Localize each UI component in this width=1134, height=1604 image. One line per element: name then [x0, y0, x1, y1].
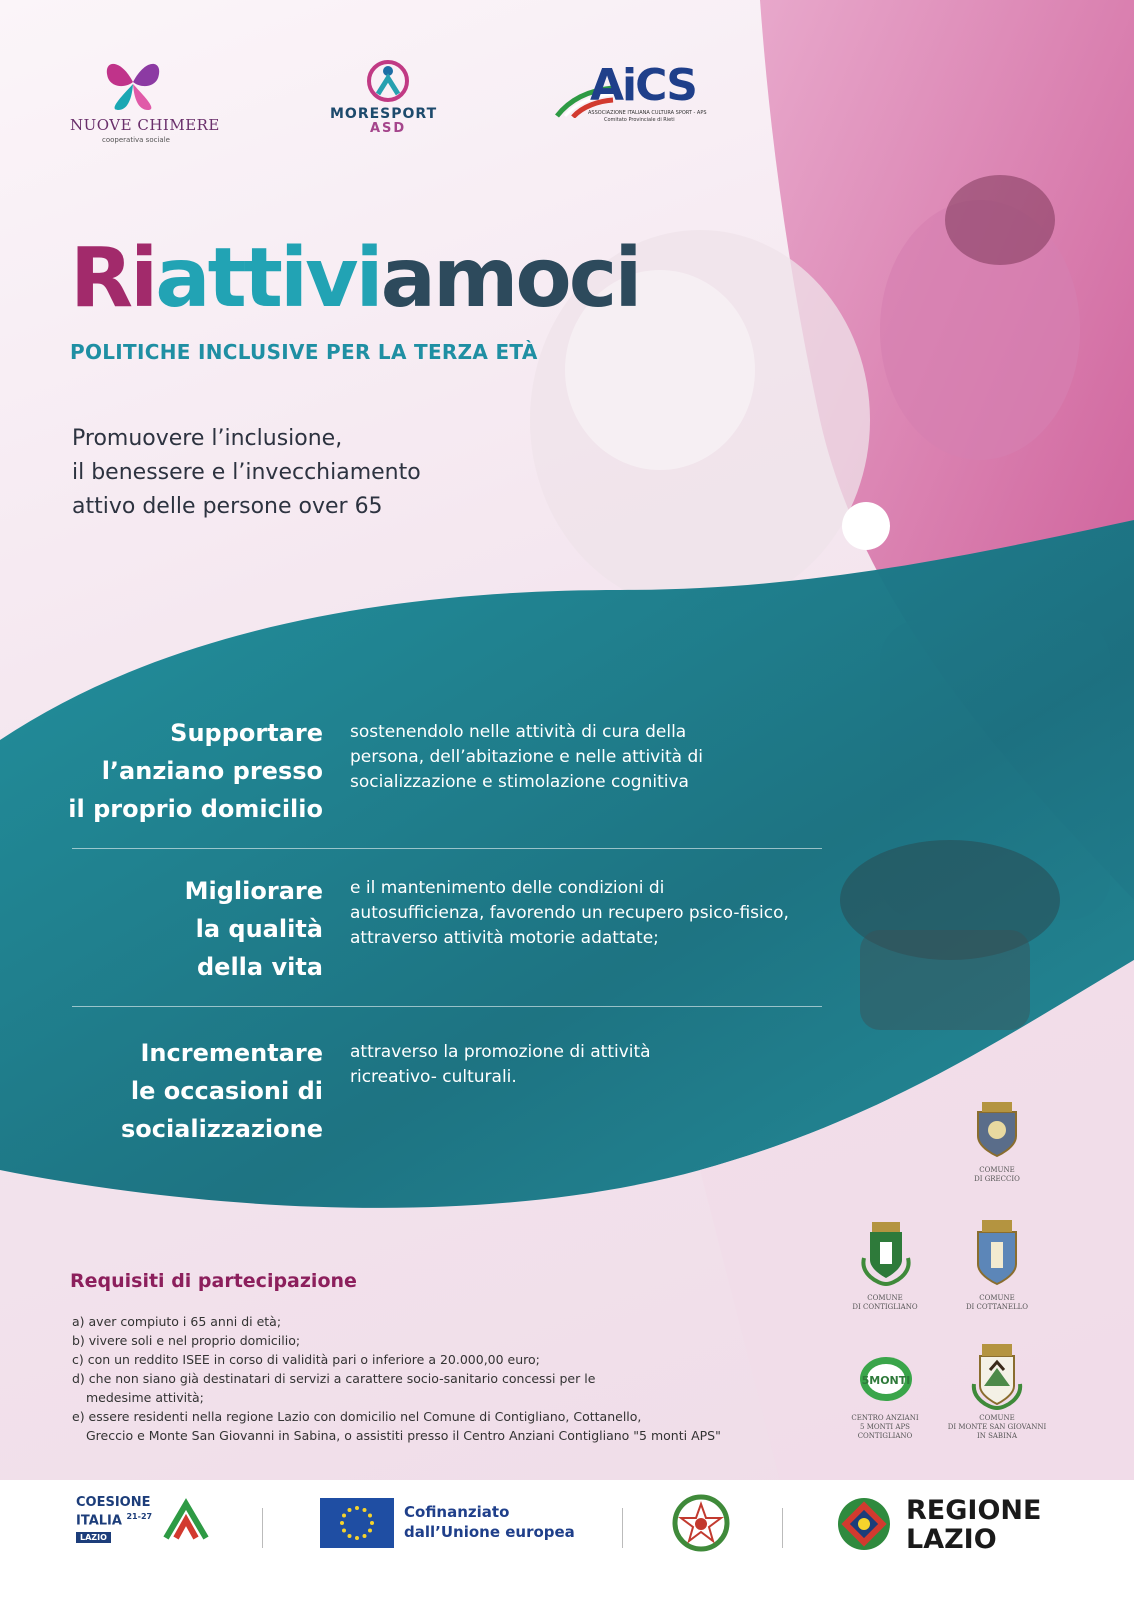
goal-description-line: e il mantenimento delle condizioni di — [350, 878, 665, 898]
requirement-item — [72, 1369, 812, 1407]
comune-label — [942, 1414, 1052, 1441]
eu-line2: dall’Unione europea — [404, 1523, 575, 1541]
monte-san-giovanni-crest-icon — [970, 1340, 1024, 1410]
page-subtitle: POLITICHE INCLUSIVE PER LA TERZA ETÀ — [70, 340, 538, 364]
requirement-item — [72, 1350, 812, 1369]
footer-separator — [262, 1508, 263, 1548]
regione-line2: LAZIO — [906, 1524, 997, 1555]
goal-heading-line: le occasioni di — [130, 1077, 323, 1105]
intro-line: attivo delle persone over 65 — [72, 494, 383, 519]
comune-label — [942, 1166, 1052, 1184]
5monti-logo-icon — [858, 1354, 914, 1404]
goal-description-socialization — [350, 1040, 830, 1090]
goal-description-quality — [350, 876, 830, 951]
regione-lazio-text — [906, 1496, 1041, 1554]
comune-label — [830, 1414, 940, 1441]
footer-separator — [622, 1508, 623, 1548]
goal-heading-socialization — [40, 1034, 323, 1148]
eu-stars-icon — [320, 1498, 394, 1548]
coesione-years: 21-27 — [126, 1512, 153, 1521]
goal-heading-line: la qualità — [195, 915, 323, 943]
goal-description-line: ricreativo- culturali. — [350, 1067, 517, 1087]
goal-heading-line: il proprio domicilio — [68, 795, 323, 823]
comune-label-line: DI CONTIGLIANO — [852, 1303, 918, 1311]
goal-heading-line: Supportare — [170, 719, 323, 747]
comune-label-line: COMUNE — [979, 1166, 1015, 1174]
comune-label-line: DI COTTANELLO — [965, 1303, 1029, 1311]
comune-label-line: 5 MONTI APS — [860, 1423, 910, 1431]
goal-description-line: autosufficienza, favorendo un recupero psico-fisico, — [350, 903, 789, 923]
coesione-region: LAZIO — [76, 1532, 111, 1543]
regione-line1: REGIONE — [906, 1495, 1042, 1526]
aics-subtitle2: Comitato Provinciale di Rieti — [604, 117, 675, 123]
intro-text — [72, 422, 492, 524]
moresport-name: MORESPORT — [330, 106, 438, 122]
coesione-line1: COESIONE — [76, 1495, 151, 1510]
comune-label-line: IN SABINA — [976, 1432, 1018, 1440]
requirement-line: Greccio e Monte San Giovanni in Sabina, o assistiti presso il Centro Anziani Contigliano "5 monti APS" — [86, 1428, 721, 1443]
goal-description-line: attraverso attività motorie adattate; — [350, 928, 659, 948]
requirement-line: b) vivere soli e nel proprio domicilio; — [72, 1333, 301, 1348]
goal-description-line: attraverso la promozione di attività — [350, 1042, 651, 1062]
contigliano-crest-icon — [858, 1218, 914, 1286]
title-part-amoci: amoci — [380, 231, 640, 326]
goal-divider — [72, 1006, 822, 1007]
italian-republic-emblem-icon — [672, 1494, 730, 1552]
goal-heading-line: Migliorare — [184, 877, 323, 905]
goal-heading-quality — [40, 872, 323, 986]
requirements-title: Requisiti di partecipazione — [70, 1270, 357, 1292]
comune-label-line: DI GRECCIO — [974, 1175, 1020, 1183]
comune-label — [942, 1294, 1052, 1312]
comune-label-line: COMUNE — [979, 1414, 1015, 1422]
nuove-chimere-subtitle: cooperativa sociale — [102, 136, 170, 144]
intro-line: il benessere e l’invecchiamento — [72, 460, 421, 485]
goal-divider — [72, 848, 822, 849]
requirement-item — [72, 1407, 812, 1445]
goal-heading-line: della vita — [197, 953, 323, 981]
moresport-subtitle: ASD — [370, 121, 407, 136]
goal-heading-line: l’anziano presso — [101, 757, 323, 785]
requirement-line: d) che non siano già destinatari di servizi a carattere socio-sanitario concessi per le — [72, 1371, 596, 1386]
goal-description-support — [350, 720, 830, 795]
requirement-item — [72, 1312, 812, 1331]
regione-lazio-emblem-icon — [836, 1496, 892, 1552]
goal-heading-support — [40, 714, 323, 828]
goal-description-line: persona, dell’abitazione e nelle attività di — [350, 747, 703, 767]
aics-name: AiCS — [590, 60, 696, 111]
eu-cofunded-text — [404, 1502, 575, 1542]
goal-heading-line: Incrementare — [140, 1039, 323, 1067]
requirement-line: medesime attività; — [86, 1390, 204, 1405]
comune-label-line: COMUNE — [867, 1294, 903, 1302]
coesione-line2: ITALIA — [76, 1513, 122, 1529]
coesione-arrows-icon — [162, 1498, 210, 1544]
nuove-chimere-name: NUOVE CHIMERE — [70, 116, 220, 134]
comune-label-line: DI MONTE SAN GIOVANNI — [947, 1423, 1047, 1431]
intro-line: Promuovere l’inclusione, — [72, 426, 343, 451]
comune-label-line: CONTIGLIANO — [857, 1432, 913, 1440]
comune-label-line: CENTRO ANZIANI — [851, 1414, 919, 1422]
requirement-item — [72, 1331, 812, 1350]
eu-flag-icon — [320, 1498, 394, 1548]
greccio-crest-icon — [972, 1098, 1022, 1158]
comune-label-line: COMUNE — [979, 1294, 1015, 1302]
requirements-list — [72, 1312, 812, 1445]
5monti-badge-text: 5MONTI — [861, 1374, 911, 1387]
requirement-line: c) con un reddito ISEE in corso di validità pari o inferiore a 20.000,00 euro; — [72, 1352, 540, 1367]
footer-separator — [782, 1508, 783, 1548]
decorative-dot — [842, 502, 890, 550]
cottanello-crest-icon — [974, 1216, 1020, 1286]
title-part-ri: Ri — [70, 231, 156, 326]
comune-label — [830, 1294, 940, 1312]
coesione-italia-logo — [76, 1496, 152, 1528]
goal-heading-line: socializzazione — [120, 1115, 323, 1143]
eu-line1: Cofinanziato — [404, 1503, 510, 1521]
runner-icon — [366, 60, 410, 102]
page-title — [70, 231, 640, 326]
requirement-line: e) essere residenti nella regione Lazio con domicilio nel Comune di Contigliano, Cottanello, — [72, 1409, 642, 1424]
goal-description-line: sostenendolo nelle attività di cura della — [350, 722, 687, 742]
requirement-line: a) aver compiuto i 65 anni di età; — [72, 1314, 282, 1329]
title-part-attivi: attivi — [155, 231, 381, 326]
goal-description-line: socializzazione e stimolazione cognitiva — [350, 772, 689, 792]
aics-subtitle: ASSOCIAZIONE ITALIANA CULTURA SPORT - APS — [588, 110, 707, 116]
butterfly-icon — [100, 52, 166, 114]
